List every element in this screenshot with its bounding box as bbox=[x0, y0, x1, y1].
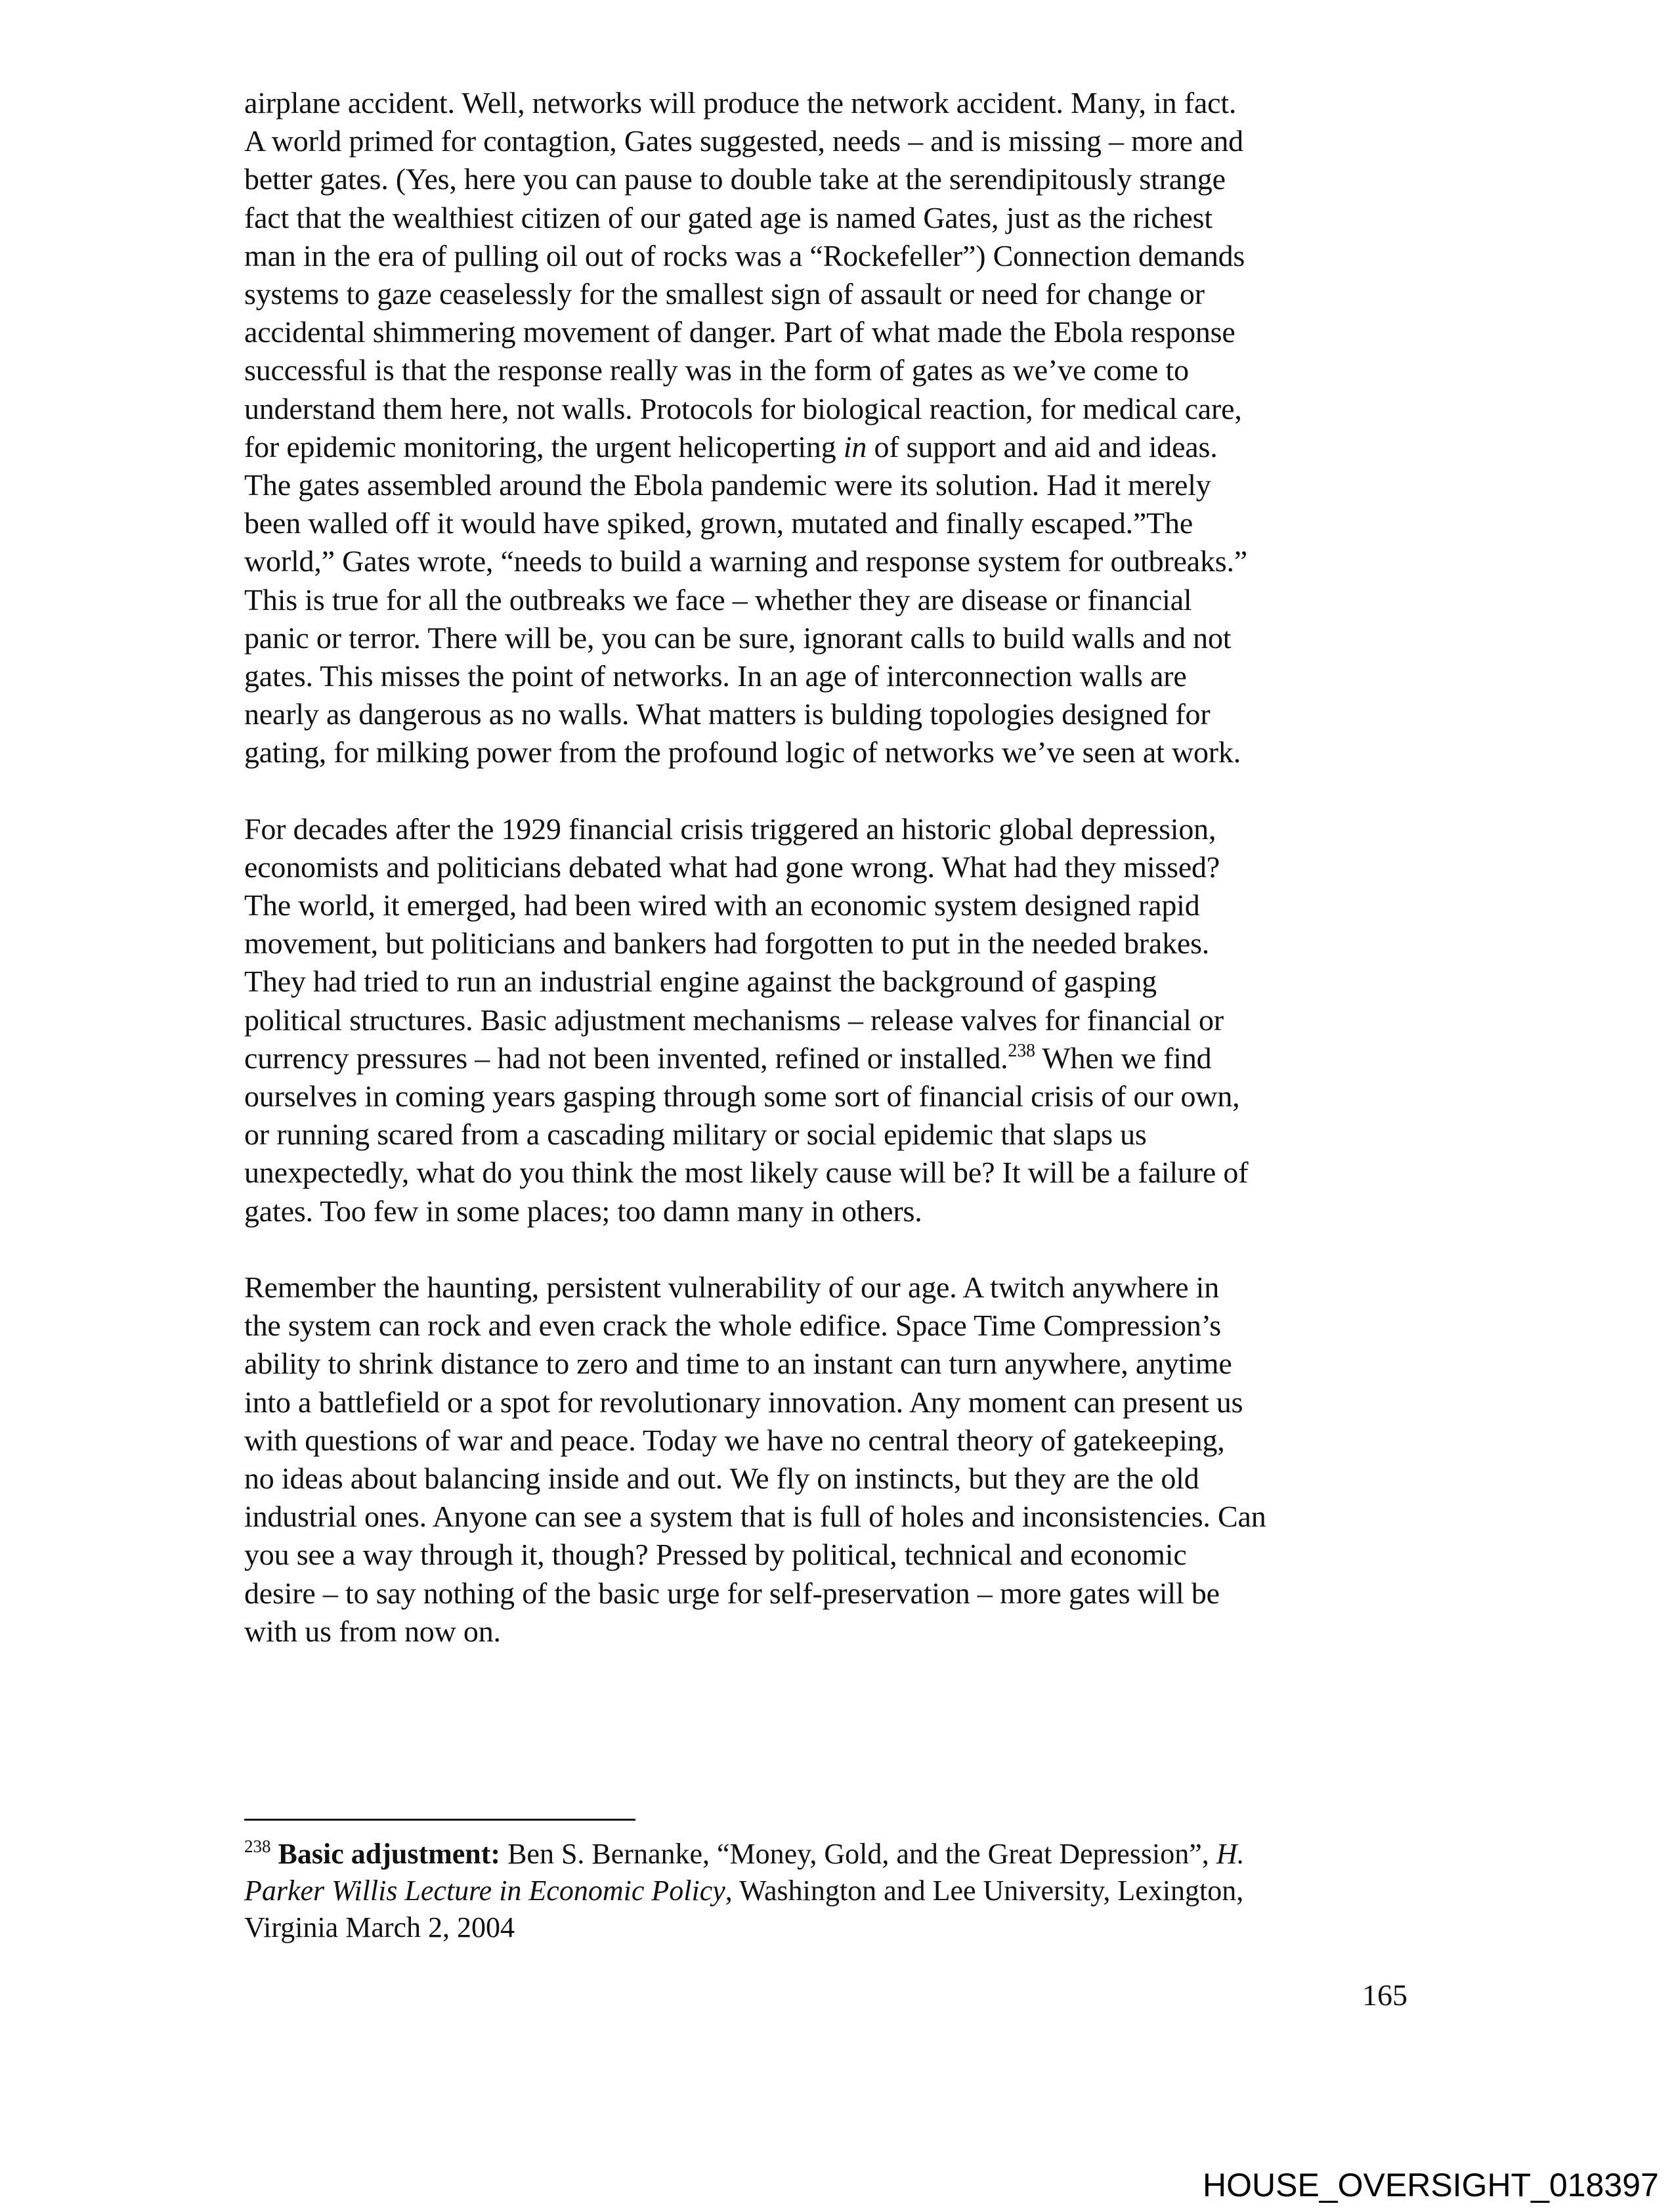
text-line: world,” Gates wrote, “needs to build a warning and response system for outbreaks.” bbox=[244, 544, 1247, 578]
text-line: accidental shimmering movement of danger. Part of what made the Ebola response bbox=[244, 315, 1235, 349]
text-line: industrial ones. Anyone can see a system that is full of holes and inconsistencies. Can bbox=[244, 1500, 1266, 1534]
text-line: you see a way through it, though? Pressed by political, technical and economic bbox=[244, 1538, 1187, 1572]
footnote-label: Basic adjustment: bbox=[278, 1838, 501, 1870]
text-line: with us from now on. bbox=[244, 1614, 501, 1648]
text-line: The world, it emerged, had been wired with an economic system designed rapid bbox=[244, 888, 1200, 922]
paragraph-2 bbox=[244, 810, 1426, 1230]
text-line: gating, for milking power from the profound logic of networks we’ve seen at work. bbox=[244, 735, 1241, 770]
text-line: fact that the wealthiest citizen of our gated age is named Gates, just as the richest bbox=[244, 200, 1213, 234]
text-line: with questions of war and peace. Today we have no central theory of gatekeeping, bbox=[244, 1423, 1225, 1457]
text-line: no ideas about balancing inside and out. We fly on instincts, but they are the old bbox=[244, 1461, 1199, 1495]
text-line: been walled off it would have spiked, grown, mutated and finally escaped.”The bbox=[244, 506, 1193, 540]
text-line: nearly as dangerous as no walls. What matters is bulding topologies designed for bbox=[244, 697, 1211, 731]
text-line: movement, but politicians and bankers had forgotten to put in the needed brakes. bbox=[244, 926, 1210, 961]
text-line: into a battlefield or a spot for revolutionary innovation. Any moment can present us bbox=[244, 1385, 1243, 1419]
text-line-with-italic bbox=[244, 428, 1426, 466]
footnote-separator bbox=[244, 1819, 635, 1821]
text-line: gates. Too few in some places; too damn many in others. bbox=[244, 1194, 922, 1228]
paragraph-1 bbox=[244, 84, 1426, 772]
text-line: the system can rock and even crack the whole edifice. Space Time Compression’s bbox=[244, 1309, 1221, 1343]
text-line: gates. This misses the point of networks. In an age of interconnection walls are bbox=[244, 659, 1187, 693]
footnote-title: Parker Willis Lecture in Economic Policy bbox=[244, 1875, 725, 1907]
text-line: political structures. Basic adjustment mechanisms – release valves for financial or bbox=[244, 1003, 1224, 1037]
text-line: For decades after the 1929 financial crisis triggered an historic global depression, bbox=[244, 812, 1216, 846]
footnote-title: H. bbox=[1216, 1838, 1245, 1870]
text-line: man in the era of pulling oil out of rocks was a “Rockefeller”) Connection demands bbox=[244, 238, 1245, 272]
text-line: or running scared from a cascading military or social epidemic that slaps us bbox=[244, 1117, 1147, 1152]
text-line: ability to shrink distance to zero and time to an instant can turn anywhere, anytime bbox=[244, 1347, 1232, 1381]
footnote bbox=[244, 1836, 1426, 1946]
bates-stamp: HOUSE_OVERSIGHT_018397 bbox=[1203, 2167, 1659, 2203]
text-segment: currency pressures – had not been invented, refined or installed. bbox=[244, 1041, 1008, 1075]
footnote-text: , Washington and Lee University, Lexington, bbox=[725, 1875, 1244, 1907]
text-line: They had tried to run an industrial engine against the background of gasping bbox=[244, 965, 1157, 999]
text-line: successful is that the response really was in the form of gates as we’ve come to bbox=[244, 353, 1189, 387]
paragraph-3 bbox=[244, 1269, 1426, 1651]
text-line: better gates. (Yes, here you can pause to double take at the serendipitously strange bbox=[244, 162, 1226, 196]
footnote-line bbox=[244, 1836, 1426, 1873]
text-line: unexpectedly, what do you think the most likely cause will be? It will be a failure of bbox=[244, 1156, 1249, 1190]
text-line: understand them here, not walls. Protocols for biological reaction, for medical care, bbox=[244, 391, 1242, 425]
text-line: ourselves in coming years gasping through some sort of financial crisis of our own, bbox=[244, 1079, 1240, 1114]
footnote-line bbox=[244, 1873, 1426, 1909]
text-line: desire – to say nothing of the basic urge for self-preservation – more gates will be bbox=[244, 1576, 1220, 1610]
text-line: This is true for all the outbreaks we face – whether they are disease or financial bbox=[244, 582, 1192, 617]
page-number: 165 bbox=[1362, 1978, 1407, 2012]
page-body bbox=[244, 84, 1426, 1689]
text-line: Remember the haunting, persistent vulnerability of our age. A twitch anywhere in bbox=[244, 1270, 1219, 1304]
text-line-with-footnote-ref bbox=[244, 1039, 1426, 1077]
italic-word: in bbox=[843, 429, 867, 464]
text-segment: When we find bbox=[1035, 1041, 1212, 1075]
text-line: A world primed for contagtion, Gates suggested, needs – and is missing – more and bbox=[244, 124, 1243, 158]
footnote-text: Ben S. Bernanke, “Money, Gold, and the Great Depression”, bbox=[500, 1838, 1216, 1870]
footnote-reference[interactable]: 238 bbox=[1008, 1040, 1035, 1061]
footnote-line: Virginia March 2, 2004 bbox=[244, 1911, 515, 1943]
text-line: economists and politicians debated what had gone wrong. What had they missed? bbox=[244, 850, 1220, 884]
text-line: systems to gaze ceaselessly for the smallest sign of assault or need for change or bbox=[244, 277, 1205, 311]
text-segment: for epidemic monitoring, the urgent helicoperting bbox=[244, 429, 844, 464]
text-line: airplane accident. Well, networks will produce the network accident. Many, in fact. bbox=[244, 86, 1237, 119]
text-line: The gates assembled around the Ebola pandemic were its solution. Had it merely bbox=[244, 468, 1211, 502]
text-segment: of support and aid and ideas. bbox=[867, 429, 1218, 464]
text-line: panic or terror. There will be, you can be sure, ignorant calls to build walls and not bbox=[244, 620, 1232, 655]
footnote-number: 238 bbox=[244, 1836, 271, 1856]
